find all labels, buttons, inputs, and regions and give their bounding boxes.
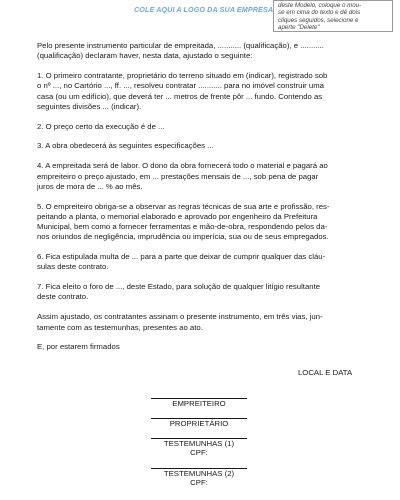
text-line: Pelo presente instrumento particular de empreitada, ........... (qualificação), e ........... bbox=[37, 41, 324, 50]
clause-6 bbox=[37, 252, 389, 272]
help-tooltip-box bbox=[273, 0, 393, 32]
text-line: 7. Fica eleito o foro de ..., deste Estado, para solução de qualquer litígio resultante bbox=[37, 282, 321, 292]
signature-id-label: CPF: bbox=[190, 478, 208, 488]
text-line: E, por estarem firmados bbox=[37, 342, 120, 352]
help-line: deste Modelo, coloque o mou- bbox=[278, 2, 362, 9]
text-line: casa (ou um edifício), que deverá ter ... metros de frente pôr ... fundo. Contendo as bbox=[37, 91, 323, 101]
signature-id-label: CPF: bbox=[190, 448, 208, 458]
signature-label: EMPREITEIRO bbox=[172, 399, 226, 408]
text-line: nos oriundos de negligência, imprudência ou imperícia, sua ou de seus empregados. bbox=[37, 232, 329, 242]
clause-1 bbox=[37, 71, 389, 112]
text-line: deste contrato. bbox=[37, 292, 89, 302]
text-line: Municipal, bem como a fornecer ferramentas e mão-de-obra, respondendo pelos da- bbox=[37, 222, 328, 232]
signature-label: PROPRIETÁRIO bbox=[169, 419, 229, 428]
signature-witness-2 bbox=[151, 468, 247, 488]
logo-placeholder-text: COLE AQUI A LOGO DA SUA EMPRESA bbox=[134, 5, 274, 14]
signature-witness-1 bbox=[151, 438, 247, 458]
signature-owner bbox=[151, 418, 247, 428]
text-line: peitando a planta, o memorial elaborado e aprovado por engenheiro da Prefeitura bbox=[37, 211, 318, 221]
clause-5 bbox=[37, 202, 389, 243]
text-line: seguintes divisões ... (indicar). bbox=[37, 101, 142, 111]
signature-contractor bbox=[151, 398, 247, 408]
sign-off bbox=[37, 342, 389, 352]
clause-7 bbox=[37, 282, 389, 302]
location-date: LOCAL E DATA bbox=[298, 368, 353, 377]
text-line: 4. A empreitada será de labor. O dono da obra fornecerá todo o material e pagará ao bbox=[37, 161, 328, 171]
text-line: Assim ajustado, os contratantes assinam o presente instrumento, em três vias, jun- bbox=[37, 312, 323, 322]
text-line: 3. A obra obedecerá às seguintes especificações ... bbox=[37, 141, 214, 151]
clause-2 bbox=[37, 122, 389, 132]
help-line: aperte "Delete" bbox=[278, 23, 320, 31]
clause-3 bbox=[37, 141, 389, 151]
text-line: empreiteiro o preço ajustado, em ... prestações mensais de ..., sob pena de pagar bbox=[37, 171, 319, 181]
clause-4 bbox=[37, 161, 389, 192]
signature-label: TESTEMUNHAS (2) bbox=[163, 469, 235, 478]
help-line: se em cima do texto e dê dois bbox=[278, 9, 361, 17]
text-line: sulas deste contrato. bbox=[37, 262, 109, 272]
text-line: juros de mora de ... % ao mês. bbox=[37, 181, 143, 191]
text-line: (qualificação) declaram haver, nesta data, ajustado o seguinte: bbox=[37, 51, 253, 61]
intro-paragraph bbox=[37, 41, 389, 61]
contract-body bbox=[37, 41, 389, 362]
text-line: 6. Fica estipulada multa de ... para a parte que deixar de cumprir qualquer das cláu- bbox=[37, 252, 326, 262]
text-line: 1. O primeiro contratante, proprietário do terreno situado em (indicar), registrado sob bbox=[37, 71, 328, 81]
help-line: cliques seguidos, selecione e bbox=[278, 16, 359, 24]
text-line: 2. O preço certo da execução é de ... bbox=[37, 121, 165, 131]
signature-label: TESTEMUNHAS (1) bbox=[163, 439, 235, 448]
text-line: 5. O empreiteiro obriga-se a observar as regras técnicas de sua arte e profissão, res- bbox=[37, 201, 330, 211]
text-line: o nº ..., no Cartório ..., ff. ..., resolveu contratar ........... para no imóvel construir uma bbox=[37, 81, 324, 91]
text-line: tamente com as testemunhas, presentes ao ato. bbox=[37, 322, 203, 332]
closing-paragraph bbox=[37, 312, 389, 332]
